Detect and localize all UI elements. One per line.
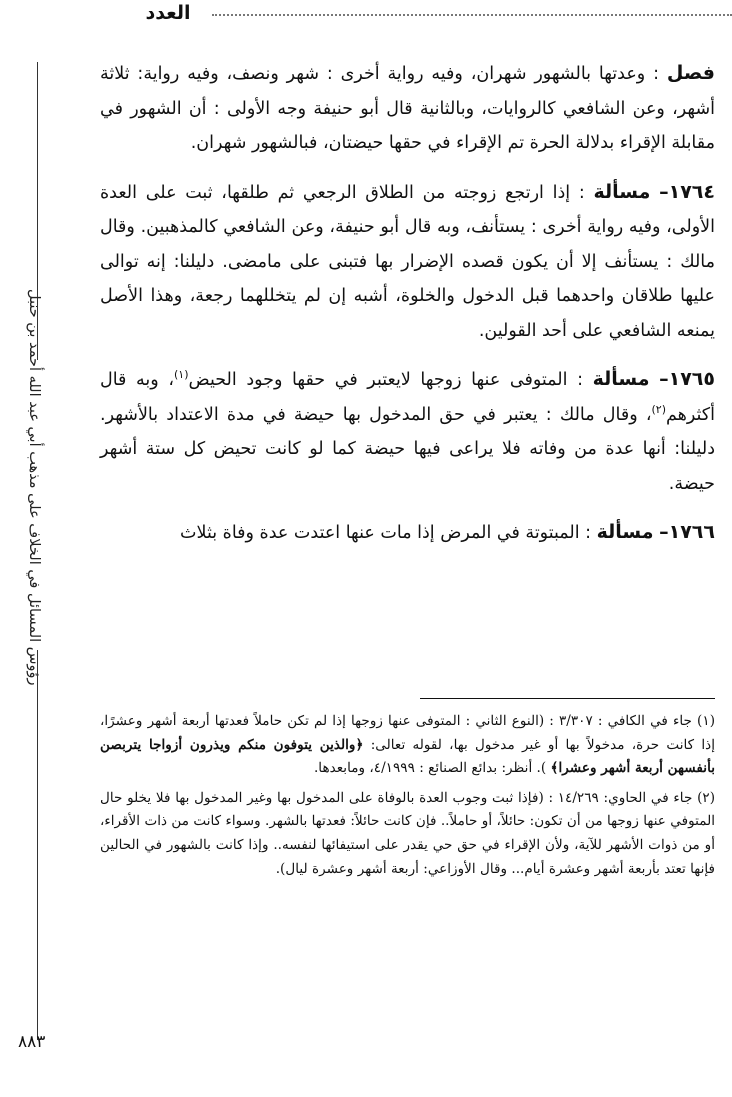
- footnote-ref-1[interactable]: (١): [174, 368, 189, 382]
- footnote-text: ). أنظر: بدائع الصنائع : ٤/١٩٩٩، ومابعدها.: [313, 760, 547, 777]
- issue-number: ١٧٦٥–: [659, 368, 715, 390]
- issue-text: ، وبه قال أكثرهم: [100, 370, 715, 425]
- footnote-separator: [420, 698, 715, 699]
- header-rule: [212, 14, 732, 16]
- page-number: ٨٨٣: [18, 1032, 46, 1052]
- quran-quote: ﴿والذين يتوفون منكم ويذرون أزواجا يتربصن بأنفسهن أربعة أشهر وعشرا﴾: [100, 736, 715, 777]
- issue-label: مسألة: [596, 521, 654, 543]
- issue-text: : المتوفى عنها زوجها لايعتبر في حقها وجود الحيض: [188, 370, 583, 390]
- issue-label: مسألة: [593, 180, 651, 203]
- footnote-1: [100, 710, 715, 781]
- footnote-text: (١) جاء في الكافي : ٣/٣٠٧ : (النوع الثاني : المتوفى عنها زوجها إذا لم تكن حاملاً فعدتها أربعة أشهر وعشرًا، إذا كانت حرة، مدخولاً بها أو غير مدخول بها، لقوله تعالى:: [100, 713, 716, 753]
- issue-text: : إذا ارتجع زوجته من الطلاق الرجعي ثم طلقها، ثبت على العدة الأولى، وفيه رواية أخرى : يستأنف، وبه قال أبو حنيفة، وعن الشافعي كالمذهبين. وقال مالك : يستأنف إلا أن يكون قصده الإضرار بها فتبنى على مامضى. دليلنا: إنه توالى عليها طلاقان واحدهما قبل الدخول والخلوة، أشبه إن لم يتخللهما رجعة، وهذا الأصل يمنعه الشافعي على أحد القولين.: [100, 182, 715, 341]
- issue-1766: [100, 515, 715, 551]
- section-fasl: [100, 56, 715, 161]
- main-text: [100, 56, 715, 565]
- section-label: فصل: [666, 62, 715, 84]
- footnotes: [100, 710, 715, 887]
- footnote-ref-2[interactable]: (٢): [651, 402, 666, 416]
- side-rule-bottom: [37, 650, 38, 1040]
- book-title-vertical: رؤوس المسائل في الخلاف على مذهب أبي عبد الله أحمد بن حنبل: [26, 288, 42, 685]
- chapter-title: العدد: [145, 2, 191, 24]
- issue-text: : المبتوتة في المرض إذا مات عنها اعتدت عدة وفاة بثلاث: [180, 523, 592, 543]
- section-text: : وعدتها بالشهور شهران، وفيه رواية أخرى : شهر ونصف، وفيه رواية: ثلاثة أشهر، وعن الشافعي كالروايات، وبالثانية قال أبو حنيفة وجه الأولى : أن الشهور في مقابلة الإقراء بدلالة الحرة تم الإقراء في حقها حيضتان، فبالشهور شهران.: [100, 64, 715, 153]
- issue-1765: [100, 362, 715, 501]
- footnote-text: (٢) جاء في الحاوي: ١٤/٢٦٩ : (فإذا ثبت وجوب العدة بالوفاة على المدخول بها وغير المدخول بها فلا يخلو حال المتوفي عنها زوجها من أن تكون: حائلاً، أو حاملاً.. فإن كانت حائلاً: فعدتها بالشهر. وسواء كانت من ذات الأقراء، أو من ذوات الأشهر للآية، ولأن الإقراء في حق حي يقدر على استيفائها لنفسه.. وإذا كانت بالشهور في الحالين فإنها تعتد بأربعة أشهر وعشرة أيام... وقال الأوزاعي: أربعة أشهر وعشرة ليال).: [100, 789, 715, 877]
- issue-label: مسألة: [592, 368, 650, 390]
- footnote-2: [100, 787, 715, 881]
- issue-number: ١٧٦٤–: [659, 180, 715, 203]
- issue-1764: [100, 175, 715, 349]
- issue-number: ١٧٦٦–: [659, 521, 715, 543]
- issue-text: ، وقال مالك : يعتبر في حق المدخول بها حيضة في مدة الاعتداد بالأشهر. دليلنا: أنها عدة من وفاته فلا يراعى فيها حيضة كما لو كانت تحيض كل ستة أشهر حيضة.: [100, 404, 715, 494]
